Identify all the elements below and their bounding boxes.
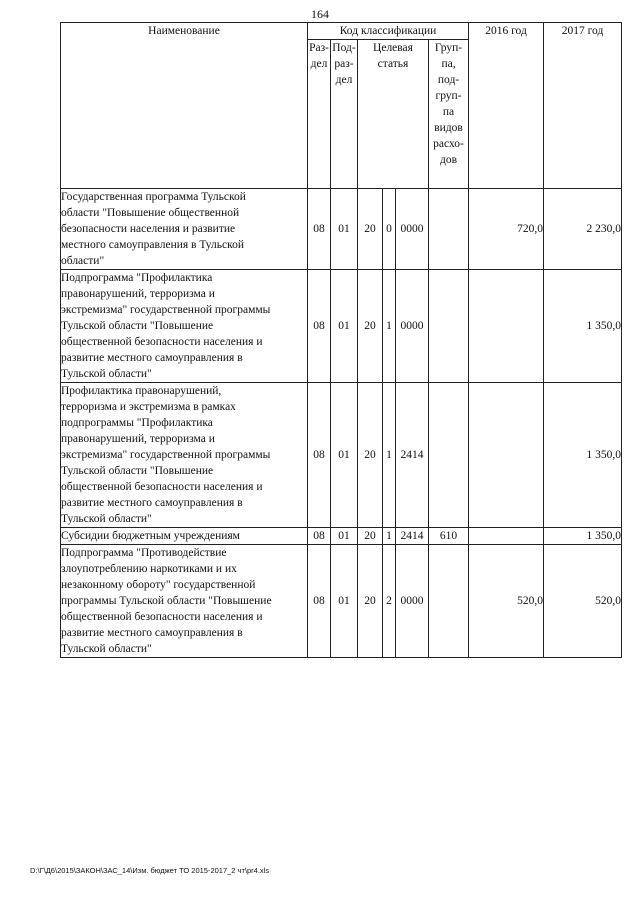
row-name-line: программы Тульской области "Повышение — [61, 595, 272, 607]
cell-amount-2017: 1 350,0 — [544, 270, 622, 383]
cell-target-subprogram: 1 — [383, 528, 396, 545]
cell-amount-2016 — [469, 528, 544, 545]
row-name-line: Субсидии бюджетным учреждениям — [61, 530, 240, 542]
cell-target-program: 20 — [358, 189, 383, 270]
header-target-article — [358, 40, 429, 189]
row-name-line: Тульской области" — [61, 643, 152, 655]
page-number: 164 — [311, 7, 329, 21]
cell-expense-group — [429, 545, 469, 658]
cell-expense-group — [429, 383, 469, 528]
row-name-line: развитие местного самоуправления в — [61, 627, 243, 639]
cell-target-direction: 0000 — [396, 545, 429, 658]
header-line: дел — [335, 74, 353, 86]
cell-expense-group: 610 — [429, 528, 469, 545]
row-name-line: общественной безопасности населения и — [61, 481, 263, 493]
cell-amount-2016: 720,0 — [469, 189, 544, 270]
header-expense-group — [429, 40, 469, 189]
row-name — [61, 545, 308, 658]
header-name: Наименование — [61, 23, 308, 189]
row-name — [61, 270, 308, 383]
header-line: под- — [437, 74, 460, 86]
table-row — [61, 270, 622, 383]
header-line: Раз- — [309, 42, 329, 54]
cell-podrazdel: 01 — [331, 383, 358, 528]
row-name-line: развитие местного самоуправления в — [61, 497, 243, 509]
cell-target-direction: 2414 — [396, 528, 429, 545]
row-name-line: развитие местного самоуправления в — [61, 352, 243, 364]
cell-podrazdel: 01 — [331, 528, 358, 545]
cell-razdel: 08 — [308, 545, 331, 658]
cell-target-subprogram: 1 — [383, 270, 396, 383]
cell-target-program: 20 — [358, 545, 383, 658]
row-name-line: Подпрограмма "Противодействие — [61, 547, 227, 559]
header-line: груп- — [435, 90, 462, 102]
table-row — [61, 545, 622, 658]
cell-expense-group — [429, 189, 469, 270]
row-name-line: экстремизма" государственной программы — [61, 449, 271, 461]
cell-target-direction: 0000 — [396, 270, 429, 383]
row-name-line: общественной безопасности населения и — [61, 611, 263, 623]
cell-podrazdel: 01 — [331, 189, 358, 270]
cell-amount-2016 — [469, 270, 544, 383]
cell-target-program: 20 — [358, 383, 383, 528]
cell-amount-2017: 520,0 — [544, 545, 622, 658]
cell-podrazdel: 01 — [331, 545, 358, 658]
cell-target-subprogram: 0 — [383, 189, 396, 270]
cell-target-program: 20 — [358, 528, 383, 545]
cell-razdel: 08 — [308, 528, 331, 545]
row-name-line: Тульской области "Повышение — [61, 320, 214, 332]
row-name-line: злоупотреблению наркотиками и их — [61, 563, 237, 575]
cell-target-program: 20 — [358, 270, 383, 383]
cell-target-direction: 0000 — [396, 189, 429, 270]
row-name-line: области "Повышение общественной — [61, 207, 240, 219]
row-name — [61, 189, 308, 270]
cell-podrazdel: 01 — [331, 270, 358, 383]
header-line: видов — [434, 122, 463, 134]
table-body — [61, 189, 622, 658]
cell-target-subprogram: 2 — [383, 545, 396, 658]
row-name-line: безопасности населения и развитие — [61, 223, 236, 235]
header-line: дов — [440, 154, 458, 166]
header-line: дел — [310, 58, 328, 70]
row-name — [61, 528, 308, 545]
row-name-line: незаконному обороту" государственной — [61, 579, 256, 591]
header-code-group: Код классификации — [308, 23, 469, 40]
header-line: раз- — [334, 58, 354, 70]
row-name-line: правонарушений, терроризма и — [61, 433, 215, 445]
row-name-line: области" — [61, 255, 105, 267]
row-name-line: Тульской области "Повышение — [61, 465, 214, 477]
header-line: па, — [441, 58, 456, 70]
cell-amount-2016: 520,0 — [469, 545, 544, 658]
row-name-line: экстремизма" государственной программы — [61, 304, 271, 316]
cell-razdel: 08 — [308, 189, 331, 270]
row-name — [61, 383, 308, 528]
cell-razdel: 08 — [308, 383, 331, 528]
row-name-line: Профилактика правонарушений, — [61, 385, 222, 397]
header-2017: 2017 год — [544, 23, 622, 189]
header-razdel — [308, 40, 331, 189]
row-name-line: местного самоуправления в Тульской — [61, 239, 245, 251]
cell-amount-2017: 2 230,0 — [544, 189, 622, 270]
header-line: Под- — [332, 42, 356, 54]
header-line: па — [442, 106, 455, 118]
footer-file-path: D:\Г\Д6\2015\ЗАКОН\ЗАС_14\Изм. бюджет ТО 2015-2017_2 чт\pr4.xls — [30, 866, 270, 875]
row-name-line: Тульской области" — [61, 513, 152, 525]
header-line: Целевая — [373, 42, 413, 54]
row-name-line: Подпрограмма "Профилактика — [61, 272, 213, 284]
cell-amount-2017: 1 350,0 — [544, 528, 622, 545]
header-podrazdel — [331, 40, 358, 189]
cell-amount-2017: 1 350,0 — [544, 383, 622, 528]
cell-target-direction: 2414 — [396, 383, 429, 528]
row-name-line: правонарушений, терроризма и — [61, 288, 215, 300]
table-row — [61, 383, 622, 528]
row-name-line: терроризма и экстремизма в рамках — [61, 401, 236, 413]
header-line: Груп- — [434, 42, 463, 54]
header-2016: 2016 год — [469, 23, 544, 189]
table-row — [61, 189, 622, 270]
row-name-line: Государственная программа Тульской — [61, 191, 246, 203]
header-row-top — [61, 23, 622, 40]
cell-amount-2016 — [469, 383, 544, 528]
cell-razdel: 08 — [308, 270, 331, 383]
header-line: расхо- — [433, 138, 464, 150]
row-name-line: подпрограммы "Профилактика — [61, 417, 213, 429]
table-row — [61, 528, 622, 545]
header-line: статья — [377, 58, 409, 70]
cell-expense-group — [429, 270, 469, 383]
row-name-line: Тульской области" — [61, 368, 152, 380]
row-name-line: общественной безопасности населения и — [61, 336, 263, 348]
budget-table — [60, 22, 622, 658]
cell-target-subprogram: 1 — [383, 383, 396, 528]
